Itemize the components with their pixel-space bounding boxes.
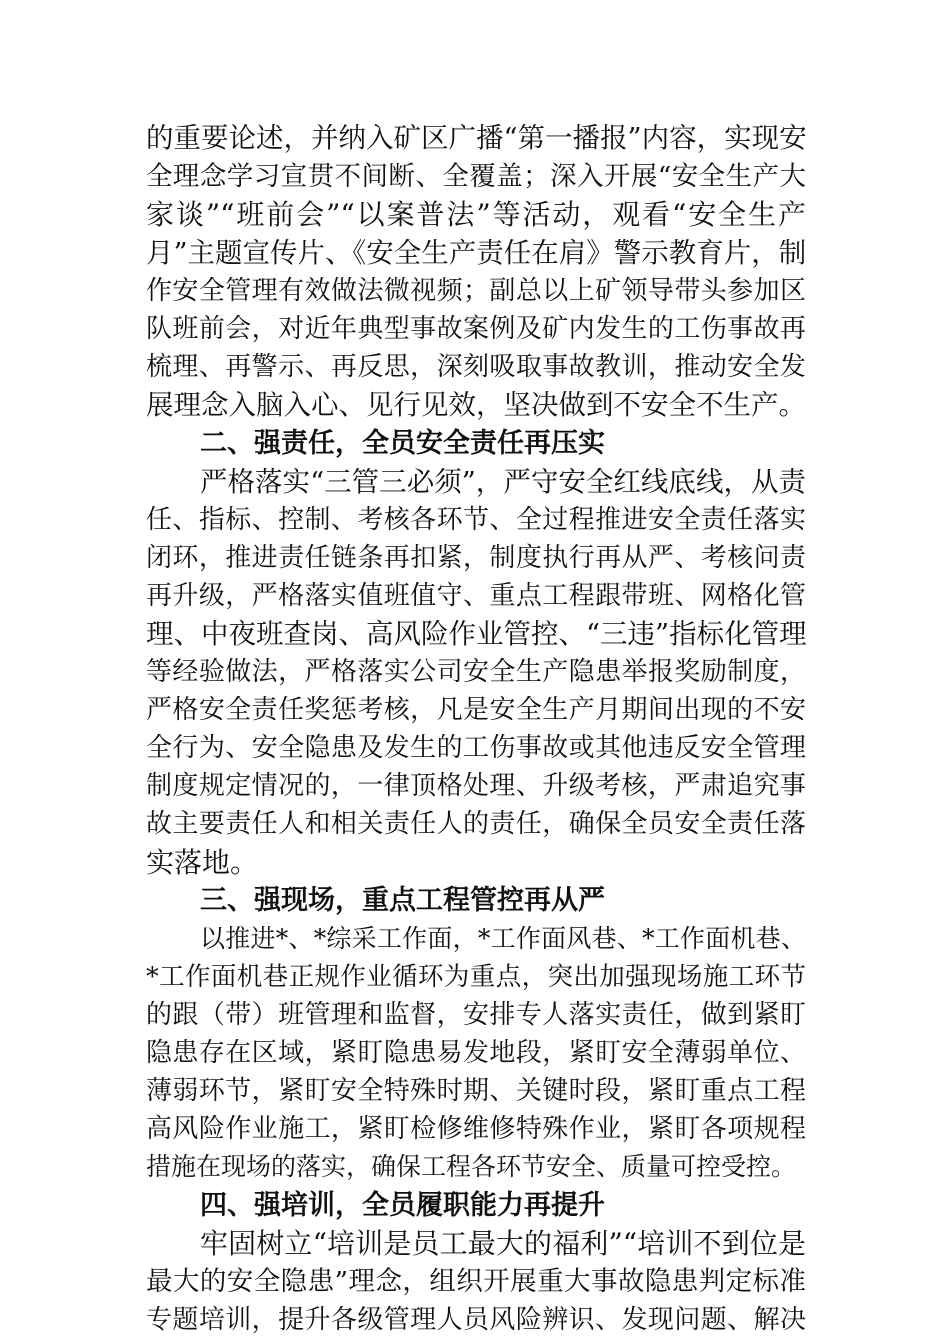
body-text-line: 最大的安全隐患”理念，组织开展重大事故隐患判定标准: [146, 1266, 806, 1297]
body-text-line: 任、指标、控制、考核各环节、全过程推进安全责任落实: [146, 505, 806, 535]
body-text-line: 闭环，推进责任链条再扣紧，制度执行再从严、考核问责: [146, 543, 806, 573]
body-text-line: 展理念入脑入心、见行见效，坚决做到不安全不生产。: [146, 389, 806, 421]
body-text-line: 措施在现场的落实，确保工程各环节安全、质量可控受控。: [146, 1152, 797, 1181]
paragraph-first-line: 牢固树立“培训是员工最大的福利”“培训不到位是: [200, 1227, 806, 1260]
body-text-line: 制度规定情况的，一律顶格处理、升级考核，严肃追究事: [146, 771, 806, 801]
body-text-line: 家谈”“班前会”“以案普法”等活动，观看“安全生产: [146, 198, 806, 231]
body-text-line: 的重要论述，并纳入矿区广播“第一播报”内容，实现安: [146, 122, 807, 154]
body-text-line: 作安全管理有效做法微视频；副总以上矿领导带头参加区: [146, 276, 806, 306]
body-text-line: 的跟（带）班管理和监督，安排专人落实责任，做到紧盯: [146, 1000, 806, 1030]
body-text-line: 队班前会，对近年典型事故案例及矿内发生的工伤事故再: [146, 314, 806, 344]
body-text-line: 等经验做法，严格落实公司安全生产隐患举报奖励制度，: [146, 657, 806, 687]
body-text-line: 再升级，严格落实值班值守、重点工程跟带班、网格化管: [146, 581, 806, 611]
body-text-line: 月”主题宣传片、《安全生产责任在肩》警示教育片，制: [146, 237, 807, 269]
paragraph-first-line: 严格落实“三管三必须”，严守安全红线底线，从责: [200, 466, 806, 498]
body-text-line: 隐患存在区域，紧盯隐患易发地段，紧盯安全薄弱单位、: [146, 1038, 806, 1068]
section-heading: 三、强现场，重点工程管控再从严: [200, 885, 605, 916]
paragraph-first-line: 以推进*、*综采工作面，*工作面风巷、*工作面机巷、: [200, 924, 806, 953]
body-text-line: 全理念学习宣贯不间断、全覆盖；深入开展“安全生产大: [146, 161, 806, 192]
body-text-line: 实落地。: [146, 846, 259, 879]
body-text-line: 理、中夜班查岗、高风险作业管控、“三违”指标化管理: [146, 618, 807, 650]
body-text-line: 严格安全责任奖惩考核，凡是安全生产月期间出现的不安: [146, 695, 806, 725]
section-heading: 二、强责任，全员安全责任再压实: [200, 428, 605, 459]
body-text-line: 全行为、安全隐患及发生的工伤事故或其他违反安全管理: [146, 733, 806, 763]
body-text-line: 故主要责任人和相关责任人的责任，确保全员安全责任落: [146, 809, 806, 839]
body-text-line: *工作面机巷正规作业循环为重点，突出加强现场施工环节: [146, 962, 806, 992]
body-text-line: 高风险作业施工，紧盯检修维修特殊作业，紧盯各项规程: [146, 1114, 806, 1144]
body-text-line: 薄弱环节，紧盯安全特殊时期、关键时段，紧盯重点工程: [146, 1076, 806, 1106]
section-heading: 四、强培训，全员履职能力再提升: [200, 1190, 605, 1221]
body-text-line: 专题培训，提升各级管理人员风险辨识、发现问题、解决: [146, 1305, 806, 1335]
body-text-line: 梳理、再警示、再反思，深刻吸取事故教训，推动安全发: [146, 352, 806, 382]
